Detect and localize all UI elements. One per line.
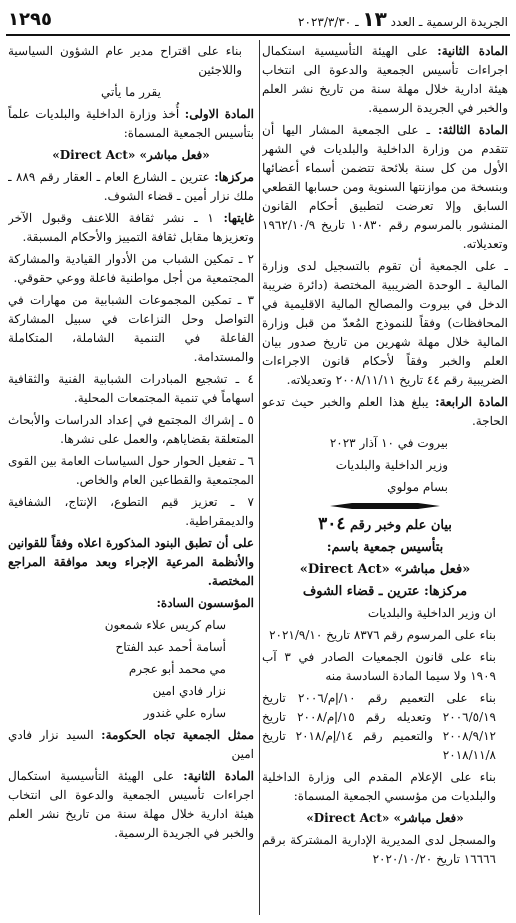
article-text: يبلغ هذا العلم والخبر حيث تدعو الحاجة. <box>262 395 508 428</box>
goal-1 <box>8 209 254 247</box>
legal-basis-5: بناء على اقتراح مدير عام الشؤون السياسية واللاجئين <box>8 44 242 77</box>
goals-label: غايتها: <box>223 211 254 225</box>
legal-basis-4: بناء على الإعلام المقدم الى وزارة الداخلية والبلديات من مؤسسي الجمعية المسماة: <box>262 770 496 803</box>
article-2 <box>262 42 508 118</box>
association-hq: مركزها: عترين ـ قضاء الشوف <box>302 584 468 599</box>
article-heading: المادة الاولى: <box>184 107 254 121</box>
signature-name: بسام مولوي <box>387 480 448 494</box>
article-3 <box>262 121 508 254</box>
association-name: «فعل مباشر» «Direct Act» <box>299 562 471 577</box>
article-heading: المادة الثانية: <box>437 44 508 58</box>
founders-heading: المؤسسون السادة: <box>156 596 254 610</box>
legal-basis-2: بناء على قانون الجمعيات الصادر في ٣ آب ١٩٠٩ ولا سيما المادة السادسة منه <box>262 650 496 683</box>
notice-title <box>262 515 508 535</box>
notice-subtitle: بتأسيس جمعية باسم: <box>326 540 444 555</box>
left-column <box>8 42 254 915</box>
founder-name: سام كريس علاء شمعون <box>104 618 226 632</box>
signature-title: وزير الداخلية والبلديات <box>335 458 448 472</box>
founder-name: مي محمد أبو عجرم <box>128 662 226 676</box>
article-2 <box>8 767 254 843</box>
issue-date: ـ ٢٠٢٣/٣/٣٠ <box>298 15 359 29</box>
founder-name: نزار فادي امين <box>152 684 226 698</box>
article-4 <box>262 393 508 431</box>
page-header <box>8 6 508 32</box>
issue-label: الجريدة الرسمية ـ العدد <box>390 15 508 29</box>
legal-basis-1: بناء على المرسوم رقم ٨٣٧٦ تاريخ ٢٠٢١/٩/١٠ <box>269 628 496 642</box>
government-representative <box>8 726 254 764</box>
registration-info: والمسجل لدى المديرية الإدارية المشتركة برقم ١٦٦٦٦ تاريخ ٢٠٢٠/١٠/٢٠ <box>262 833 496 866</box>
section-ornament <box>262 503 508 509</box>
notice-title-text: بيان علم وخبر رقم <box>350 518 452 533</box>
page-number: ١٢٩٥ <box>8 8 52 30</box>
founder-name: أسامة أحمد عبد الفتاح <box>115 640 226 654</box>
notice-number: ٣٠٤ <box>318 514 346 534</box>
headquarters <box>8 168 254 206</box>
article-1 <box>8 105 254 143</box>
rep-name: السيد نزار فادي امين <box>8 728 254 761</box>
rep-heading: ممثل الجمعية تجاه الحكومة: <box>101 728 254 742</box>
issue-number: ١٣ <box>362 7 387 31</box>
goal-text: ١ ـ نشر ثقافة اللاعنف وقبول الآخر وتعزيزها مقابل ثقافة التمييز والأحكام المسبقة. <box>8 211 254 244</box>
article-heading: المادة الثانية: <box>183 769 254 783</box>
article-heading: المادة الثالثة: <box>438 123 508 137</box>
article-text: ـ على الجمعية المشار اليها أن تتقدم من وزارة الداخلية والبلديات في الشهر الأول من كل سنة بلائحة تتضمن أسماء أعضائها وبنسخة من موازنتها السنوية ومن حسابها القطعي السابق وإلا تعرضت لتطبيق أحكام القانون المنشور بالمرسوم رقم ١٠٨٣٠ تاريخ ١٩٦٢/١٠/٩ وتعديلاته. <box>262 123 508 251</box>
legal-basis-3: بناء على التعميم رقم ١٠/إم/٢٠٠٦ تاريخ ٢٠٠٦/٥/١٩ وتعديله رقم ١٥/إم/٢٠٠٨ تاريخ ٢٠٠٨/٩/١٢ والتعميم رقم ١٤/إم/٢٠١٨ تاريخ ٢٠١٨/١١/٨ <box>262 691 496 762</box>
header-rule <box>6 34 510 36</box>
goal-6: ٦ ـ تفعيل الحوار حول السياسات العامة بين القوى المجتمعية والقطاعين العام والخاص. <box>8 454 254 487</box>
right-column <box>262 42 508 915</box>
article-heading: المادة الرابعة: <box>435 395 508 409</box>
issue-info <box>298 7 508 31</box>
column-divider <box>259 40 260 915</box>
article-text: أُخذ وزارة الداخلية والبلديات علماً بتأسيس الجمعية المسماة: <box>8 107 254 140</box>
association-name-repeat: «فعل مباشر» «Direct Act» <box>306 811 464 825</box>
intro-line: ان وزير الداخلية والبلديات <box>367 606 496 620</box>
article-text: على الهيئة التأسيسية استكمال اجراءات تأسيس الجمعية والدعوة الى انتخاب هيئة ادارية خلال مهلة سنة من تاريخ نشر العلم والخبر في الجريدة الرسمية. <box>8 769 254 840</box>
article-3-tax: ـ على الجمعية أن تقوم بالتسجيل لدى وزارة المالية ـ الوحدة الضريبية المختصة (دائرة ضريبة الدخل في بيروت والمصالح المالية الاقليمية في المحافظات) وفقاً للنموذج المُعدّ من قبل وزارة المالية خلال مهلة شهرين من تاريخ صدور بيان العلم والخبر وفقاً لأحكام قانون الاجراءات الضريبية رقم ٤٤ تاريخ ٢٠٠٨/١١/١١ وتعديلاته. <box>262 259 508 387</box>
goal-7: ٧ ـ تعزيز قيم التطوع، الإنتاج، الشفافية والديمقراطية. <box>8 495 254 528</box>
signature-date: بيروت في ١٠ آذار ٢٠٢٣ <box>329 436 448 450</box>
goal-5: ٥ ـ إشراك المجتمع في إعداد الدراسات والأبحاث المتعلقة بقضاياهم، والعمل على نشرها. <box>8 413 254 446</box>
goal-3: ٣ ـ تمكين المجموعات الشبابية من مهارات في التواصل وحل النزاعات في سبيل المشاركة الفاعلة في التنمية الشاملة، المتكاملة والمستدامة. <box>8 293 254 364</box>
goal-2: ٢ ـ تمكين الشباب من الأدوار القيادية والمشاركة المجتمعية من أجل مواطنية فاعلة ووعي حقوقي. <box>8 252 254 285</box>
goal-4: ٤ ـ تشجيع المبادرات الشبابية الفنية والثقافية اسهاماً في تنمية المجتمعات المحلية. <box>8 372 254 405</box>
founder-name: ساره علي غندور <box>143 706 226 720</box>
article-text: على الهيئة التأسيسية استكمال اجراءات تأسيس الجمعية والدعوة الى انتخاب هيئة ادارية خلال مهلة سنة من تاريخ نشر العلم والخبر في الجريدة الرسمية. <box>262 44 508 115</box>
decides-line: يقرر ما يأتي <box>101 85 161 99</box>
compliance-note: على أن تطبق البنود المذكورة اعلاه وفقاً للقوانين والأنظمة المرعية الإجراء وبعد موافقة المراجع المختصة. <box>8 536 254 588</box>
hq-label: مركزها: <box>214 170 254 184</box>
association-name: «فعل مباشر» «Direct Act» <box>52 148 210 162</box>
hq-text: عترين ـ الشارع العام ـ العقار رقم ٨٨٩ ـ ملك نزار أمين ـ قضاء الشوف. <box>8 170 254 203</box>
